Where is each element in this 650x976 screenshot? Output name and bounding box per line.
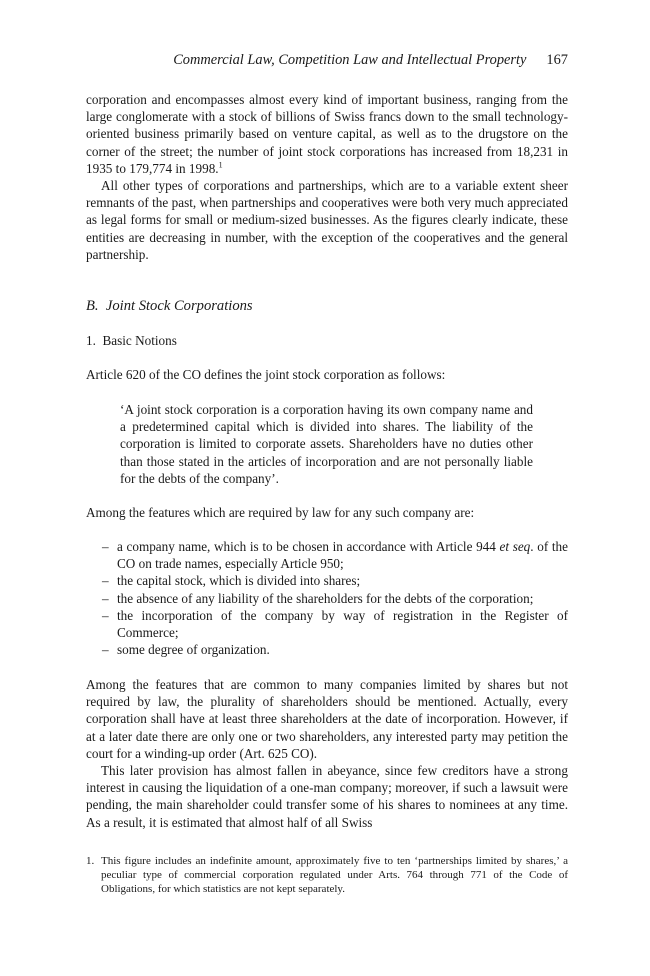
emphasis: et seq (499, 539, 531, 554)
running-title: Commercial Law, Competition Law and Intellectual Property (173, 52, 527, 68)
list-item: – the capital stock, which is divided into shares; (102, 573, 361, 589)
paragraph: This later provision has almost fallen in abeyance, since few creditors have a strong interest in causing the liquidation of a one-man company; moreover, if such a lawsuit were pending, the main shareholder could transfer some of his shares to nominees at any time. As a result, it is estimated that almost half of all Swiss (86, 763, 568, 830)
article-intro: Article 620 of the CO defines the joint stock corporation as follows: (86, 367, 446, 382)
list-item: – the incorporation of the company by way of registration in the Register of Commerce; (102, 607, 568, 641)
list-item: – the absence of any liability of the shareholders for the debts of the corporation; (102, 590, 534, 606)
footnote (86, 854, 568, 897)
features-intro: Among the features which are required by law for any such company are: (86, 505, 475, 520)
dash-bullet: – (102, 642, 109, 658)
paragraph: All other types of corporations and partnerships, which are to a variable extent sheer remnants of the past, when partnerships and cooperatives were both very much appreciated as legal forms for small or medium-sized businesses. As the figures clearly indicate, these entities are decreasing in number, with the exception of the cooperatives and the general partnership. (86, 178, 568, 262)
list-item: – a company name, which is to be chosen in accordance with Article 944 et seq. of the CO on trade names, especially Article 950; (102, 539, 568, 572)
footnote-reference[interactable]: 1 (218, 160, 223, 170)
running-header (86, 52, 568, 69)
closing-paragraphs (86, 676, 568, 831)
block-quote: ‘A joint stock corporation is a corporation having its own company name and a predetermined capital which is divided into shares. The liability of the corporation is limited to corporate assets. Shareholders have no duties other than those stated in the articles of incorporation and are not personally liable for the debts of the company’. (120, 402, 533, 486)
footnote-text: This figure includes an indefinite amount, approximately five to ten ‘partnerships limited by shares,’ a peculiar type of commercial corporation regulated under Arts. 764 through 771 of the Code of Obligations, for which statistics are not kept separately. (101, 855, 568, 896)
dash-bullet: – (102, 607, 109, 623)
list-item: – some degree of organization. (102, 642, 270, 658)
paragraph (86, 91, 568, 177)
paragraph-text: corporation and encompasses almost every kind of important business, ranging from the large conglomerate with a stock of billions of Swiss francs down to the small technology-oriented business primarily based on venture capital, as well as to the drugstore on the corner of the street; the number of joint stock corporations has increased from 18,231 in 1935 to 179,774 in 1998. (86, 92, 568, 176)
features-list (86, 538, 568, 658)
dash-bullet: – (102, 539, 109, 554)
dash-bullet: – (102, 573, 109, 589)
section-heading: B. Joint Stock Corporations (86, 298, 253, 314)
footnote-number: 1. (86, 855, 95, 867)
page-number: 167 (546, 52, 568, 68)
dash-bullet: – (102, 590, 109, 606)
intro-paragraphs (86, 91, 568, 263)
subsection-heading: 1. Basic Notions (86, 333, 177, 348)
paragraph: Among the features that are common to many companies limited by shares but not required by law, the plurality of shareholders should be mentioned. Actually, every corporation shall have at least three shareholders at the date of incorporation. However, if at a later date there are only one or two shareholders, any interested party may petition the court for a winding-up order (Art. 625 CO). (86, 677, 568, 761)
